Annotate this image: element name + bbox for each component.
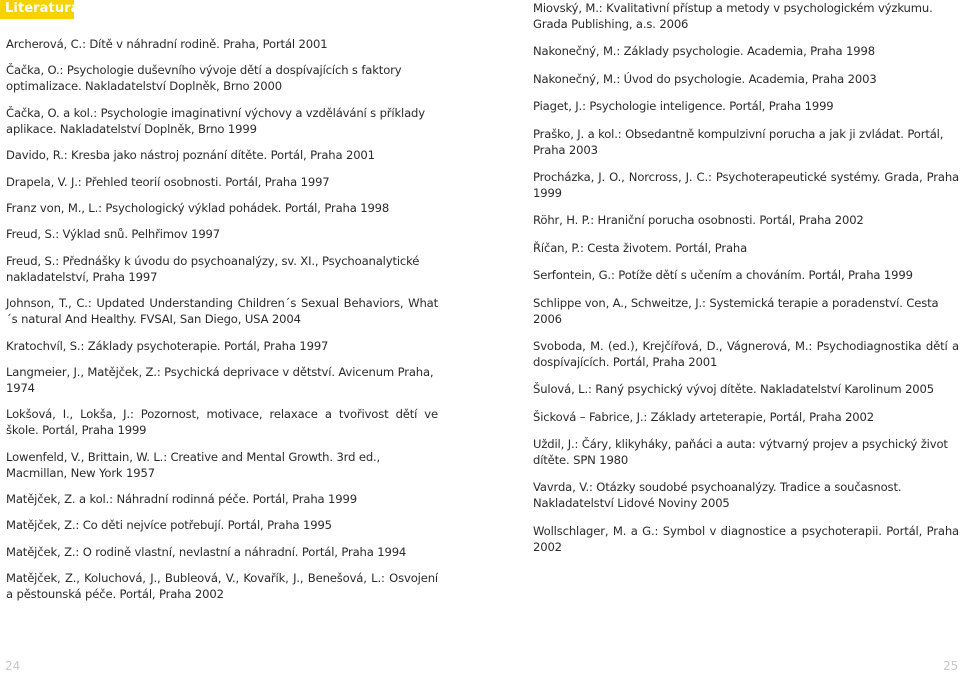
reference-item: Serfontein, G.: Potíže dětí s učením a chováním. Portál, Praha 1999: [533, 268, 913, 283]
reference-item: Matějček, Z., Koluchová, J., Bubleová, V., Kovařík, J., Benešová, L.: Osvojení a pěstounská péče. Portál, Praha 2002: [6, 571, 438, 602]
reference-item: Davido, R.: Kresba jako nástroj poznání dítěte. Portál, Praha 2001: [6, 148, 375, 163]
reference-item: Langmeier, J., Matějček, Z.: Psychická deprivace v dětství. Avicenum Praha, 1974: [6, 364, 434, 395]
reference-item: Matějček, Z. a kol.: Náhradní rodinná péče. Portál, Praha 1999: [6, 492, 357, 507]
reference-list-left: [6, 36, 438, 613]
reference-item: Čačka, O.: Psychologie duševního vývoje dětí a dospívajících s faktory optimalizace. Nakladatelství Doplněk, Brno 2000: [6, 63, 402, 94]
section-heading-bar: [0, 0, 80, 19]
reference-item: Svoboda, M. (ed.), Krejčířová, D., Vágnerová, M.: Psychodiagnostika dětí a dospívajících. Portál, Praha 2001: [533, 338, 959, 369]
reference-item: Kratochvíl, S.: Základy psychoterapie. Portál, Praha 1997: [6, 338, 329, 353]
reference-item: Procházka, J. O., Norcross, J. C.: Psychoterapeutické systémy. Grada, Praha 1999: [533, 169, 959, 200]
reference-item: Praško, J. a kol.: Obsedantně kompulzivní porucha a jak ji zvládat. Portál, Praha 2003: [533, 126, 944, 157]
reference-item: Šulová, L.: Raný psychický vývoj dítěte. Nakladatelství Karolinum 2005: [533, 382, 934, 397]
reference-item: Uždil, J.: Čáry, klikyháky, paňáci a auta: výtvarný projev a psychický život dítěte. SPN 1980: [533, 437, 948, 468]
reference-item: Matějček, Z.: Co děti nejvíce potřebují. Portál, Praha 1995: [6, 518, 332, 533]
reference-item: Miovský, M.: Kvalitativní přístup a metody v psychologickém výzkumu. Grada Publishing, a.s. 2006: [533, 1, 933, 31]
page-number: 25: [943, 659, 959, 673]
reference-item: Röhr, H. P.: Hraniční porucha osobnosti. Portál, Praha 2002: [533, 213, 864, 228]
reference-item: Freud, S.: Přednášky k úvodu do psychoanalýzy, sv. XI., Psychoanalytické nakladatelství, Praha 1997: [6, 253, 420, 284]
reference-item: Piaget, J.: Psychologie inteligence. Portál, Praha 1999: [533, 99, 834, 114]
reference-item: Vavrda, V.: Otázky soudobé psychoanalýzy. Tradice a současnost. Nakladatelství Lidové Noviny 2005: [533, 480, 902, 511]
reference-item: Johnson, T., C.: Updated Understanding Children´s Sexual Behaviors, What´s natural And Healthy. FVSAI, San Diego, USA 2004: [6, 296, 438, 327]
reference-item: Schlippe von, A., Schweitze, J.: Systemická terapie a poradenství. Cesta 2006: [533, 295, 939, 326]
reference-item: Wollschlager, M. a G.: Symbol v diagnostice a psychoterapii. Portál, Praha 2002: [533, 523, 959, 554]
reference-item: Archerová, C.: Dítě v náhradní rodině. Praha, Portál 2001: [6, 37, 328, 51]
reference-item: Lowenfeld, V., Brittain, W. L.: Creative and Mental Growth. 3rd ed., Macmillan, New York 1957: [6, 449, 381, 480]
reference-item: Šicková – Fabrice, J.: Základy arteterapie, Portál, Praha 2002: [533, 409, 874, 424]
reference-item: Čačka, O. a kol.: Psychologie imaginativní výchovy a vzdělávání s příklady aplikace. Nakladatelství Doplněk, Brno 1999: [6, 105, 425, 136]
reference-list-right: [533, 0, 959, 566]
reference-item: Říčan, P.: Cesta životem. Portál, Praha: [533, 240, 748, 255]
reference-item: Franz von, M., L.: Psychologický výklad pohádek. Portál, Praha 1998: [6, 200, 390, 215]
reference-item: Matějček, Z.: O rodině vlastní, nevlastní a náhradní. Portál, Praha 1994: [6, 544, 407, 559]
reference-item: Nakonečný, M.: Základy psychologie. Academia, Praha 1998: [533, 44, 875, 59]
section-heading: Literatura: [5, 1, 80, 16]
page-number: 24: [5, 659, 21, 673]
reference-item: Lokšová, I., Lokša, J.: Pozornost, motivace, relaxace a tvořivost dětí ve škole. Portál, Praha 1999: [6, 407, 438, 438]
reference-item: Nakonečný, M.: Úvod do psychologie. Academia, Praha 2003: [533, 71, 877, 86]
reference-item: Freud, S.: Výklad snů. Pelhřimov 1997: [6, 227, 221, 242]
reference-item: Drapela, V. J.: Přehled teorií osobnosti. Portál, Praha 1997: [6, 174, 330, 189]
